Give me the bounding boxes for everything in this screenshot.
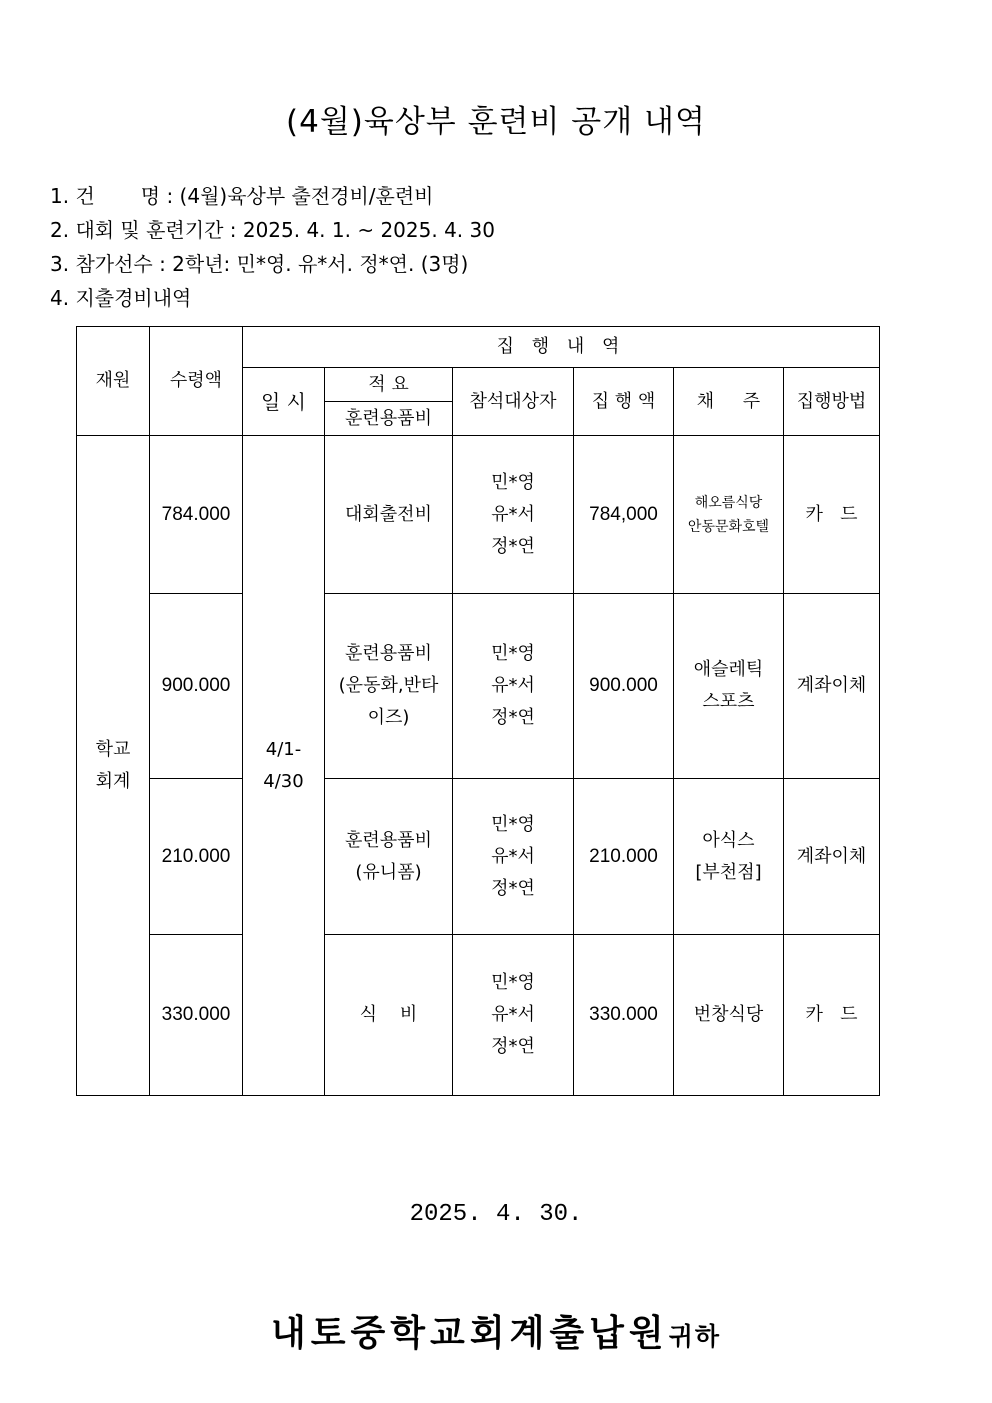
summary-cell [325, 935, 453, 1096]
header-amount: 집 행 액 [574, 368, 674, 436]
header-execution: 집 행 내 역 [243, 327, 880, 368]
creditor-cell [674, 436, 784, 594]
participant: 정*연 [491, 535, 535, 557]
execution-amount: 210.000 [574, 779, 674, 935]
signature-main: 내토중학교회계출납원 [270, 1313, 669, 1354]
creditor-line: 아식스 [702, 829, 755, 851]
summary-line: 훈련용품비 [345, 643, 432, 664]
participants-cell [453, 436, 574, 594]
participant: 정*연 [491, 1036, 535, 1057]
participant: 민*영 [491, 972, 535, 993]
summary-line: (유니폼) [355, 861, 422, 883]
received-amount: 784.000 [150, 436, 243, 594]
creditor-line: 애슬레틱 [693, 659, 764, 680]
received-amount: 330.000 [150, 935, 243, 1096]
header-participants: 참석대상자 [453, 368, 574, 436]
page-title: (4월)육상부 훈련비 공개 내역 [286, 104, 706, 140]
header-creditor: 채 주 [674, 368, 784, 436]
date-cell [243, 436, 325, 1096]
creditor-line: 번창식당 [693, 1004, 764, 1025]
info-item-3: 3. 참가선수 : 2학년: 민*영. 유*서. 정*연. (3명) [50, 252, 469, 276]
header-summary-sub: 훈련용품비 [325, 402, 453, 436]
creditor-cell [674, 594, 784, 779]
info-item-1-label: 1. 건 [50, 184, 95, 208]
header-summary: 적 요 [325, 368, 453, 402]
header-method: 집행방법 [784, 368, 880, 436]
participant: 유*서 [491, 1004, 535, 1025]
summary-line: (운동화,반타 [338, 675, 439, 696]
summary-line: 식 비 [359, 1004, 418, 1025]
creditor-line: 안동문화호텔 [687, 518, 770, 535]
date-line-1: 4/1- [265, 738, 302, 760]
info-item-2: 2. 대회 및 훈련기간 : 2025. 4. 1. ~ 2025. 4. 30 [50, 218, 495, 242]
summary-line: 이즈) [367, 707, 410, 728]
received-amount: 210.000 [150, 779, 243, 935]
source-line-1: 학교 [95, 738, 131, 760]
source-line-2: 회계 [95, 770, 131, 792]
summary-line: 대회출전비 [345, 503, 432, 525]
execution-amount: 330.000 [574, 935, 674, 1096]
participants-cell [453, 779, 574, 935]
info-item-1-value: 명 : (4월)육상부 출전경비/훈련비 [140, 184, 434, 208]
header-date: 일 시 [243, 368, 325, 436]
info-item-4: 4. 지출경비내역 [50, 286, 192, 310]
creditor-cell [674, 935, 784, 1096]
creditor-line: 해오름식당 [694, 494, 763, 511]
method-cell: 카 드 [784, 436, 880, 594]
header-received: 수령액 [150, 327, 243, 436]
participants-cell [453, 935, 574, 1096]
execution-amount: 900.000 [574, 594, 674, 779]
summary-cell [325, 779, 453, 935]
summary-cell [325, 436, 453, 594]
creditor-line: [부천점] [695, 861, 762, 883]
method-cell: 계좌이체 [784, 594, 880, 779]
creditor-cell [674, 779, 784, 935]
received-amount: 900.000 [150, 594, 243, 779]
source-cell [77, 436, 150, 1096]
creditor-line: 스포츠 [702, 691, 755, 712]
signature [0, 1305, 992, 1356]
participant: 정*연 [491, 877, 535, 899]
participant: 정*연 [491, 707, 535, 728]
participant: 유*서 [491, 845, 535, 867]
execution-amount: 784,000 [574, 436, 674, 594]
participant: 유*서 [491, 675, 535, 696]
participant: 민*영 [491, 643, 535, 664]
summary-line: 훈련용품비 [345, 829, 432, 851]
summary-cell [325, 594, 453, 779]
participant: 민*영 [491, 471, 535, 493]
participant: 민*영 [491, 813, 535, 835]
info-item-1 [50, 184, 433, 208]
method-cell: 카 드 [784, 935, 880, 1096]
signature-suffix: 귀하 [668, 1322, 722, 1351]
participants-cell [453, 594, 574, 779]
date-line-2: 4/30 [263, 770, 304, 792]
header-source: 재원 [77, 327, 150, 436]
method-cell: 계좌이체 [784, 779, 880, 935]
expense-table [76, 326, 880, 1096]
participant: 유*서 [491, 503, 535, 525]
document-date: 2025. 4. 30. [409, 1201, 583, 1228]
